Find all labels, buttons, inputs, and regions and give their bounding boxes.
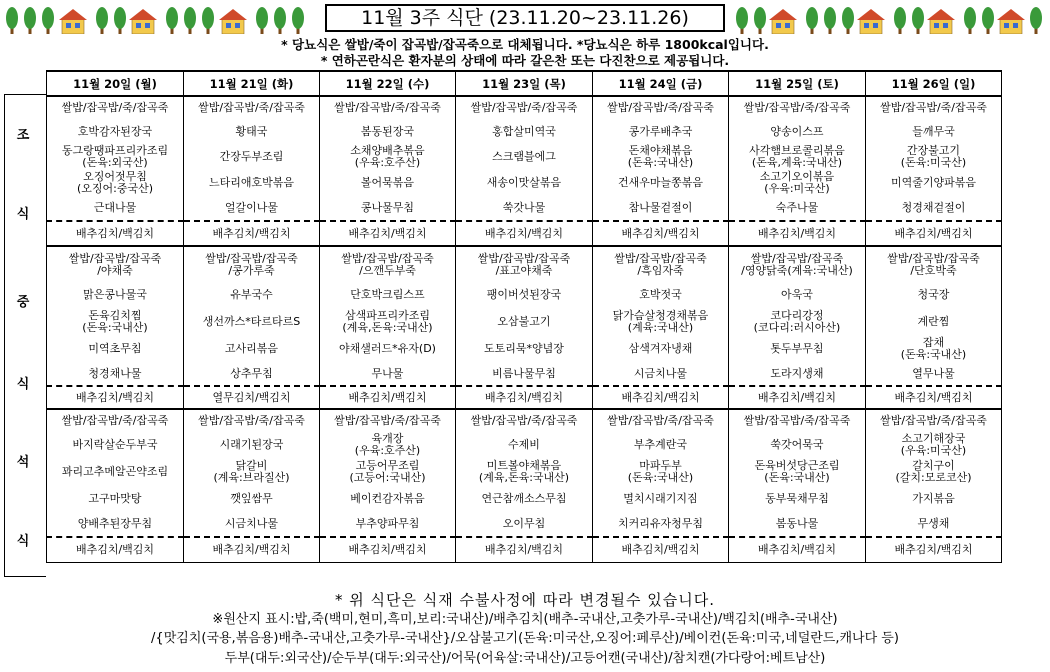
menu-item: 오삼불고기: [456, 308, 593, 336]
menu-item: 배추김치/백김치: [866, 221, 1002, 246]
menu-item: 봄동된장국: [320, 119, 456, 144]
day-header-row: [47, 71, 1002, 96]
menu-item: 볼어묵볶음: [320, 170, 456, 196]
menu-item: 배추김치/백김치: [866, 537, 1002, 562]
menu-item: 쌀밥/잡곡밥/죽/잡곡죽: [184, 409, 320, 432]
house-icon: [769, 9, 797, 34]
menu-item: 고사리볶음: [184, 336, 320, 362]
tree-icon: [42, 7, 54, 34]
day-header: 11월 26일 (일): [866, 71, 1002, 96]
house-icon: [59, 9, 87, 34]
menu-item: 돈육버섯당근조림 (돈육:국내산): [729, 458, 866, 486]
menu-item: 청경채겉절이: [866, 196, 1002, 221]
tree-icon: [806, 7, 818, 34]
menu-item: 참나물겉절이: [593, 196, 729, 221]
menu-item: 느타리애호박볶음: [184, 170, 320, 196]
lunch-label-bottom: 식: [16, 377, 30, 392]
menu-item: 닭갈비 (계육:브라질산): [184, 458, 320, 486]
menu-item: 청경채나물: [47, 362, 184, 386]
lunch-row: [47, 308, 1002, 336]
menu-item: 사각햄브로콜리볶음 (돈육,계육:국내산): [729, 144, 866, 170]
menu-item: 배추김치/백김치: [47, 537, 184, 562]
menu-item: 유부국수: [184, 282, 320, 308]
menu-item: 동그랑땡파프리카조림 (돈육:외국산): [47, 144, 184, 170]
dinner-label-top: 석: [16, 455, 30, 470]
menu-item: 단호박크림스프: [320, 282, 456, 308]
tree-icon: [982, 7, 994, 34]
menu-item: 동부묵채무침: [729, 486, 866, 512]
tree-icon: [256, 7, 268, 34]
house-icon: [927, 9, 955, 34]
dinner-label-bottom: 식: [16, 534, 30, 549]
menu-item: 쌀밥/잡곡밥/죽/잡곡죽: [866, 96, 1002, 119]
day-header: 11월 25일 (토): [729, 71, 866, 96]
lunch-row: [47, 386, 1002, 409]
day-header: 11월 22일 (수): [320, 71, 456, 96]
menu-item: 열무김치/백김치: [184, 386, 320, 409]
lunch-row: [47, 336, 1002, 362]
menu-item: 배추김치/백김치: [320, 221, 456, 246]
tree-icon: [166, 7, 178, 34]
menu-item: 코다리강정 (코다리:러시아산): [729, 308, 866, 336]
menu-item: 배추김치/백김치: [456, 386, 593, 409]
menu-item: 배추김치/백김치: [456, 221, 593, 246]
menu-item: 새송이맛살볶음: [456, 170, 593, 196]
lunch-row: [47, 362, 1002, 386]
menu-item: 숙주나물: [729, 196, 866, 221]
tree-icon: [912, 7, 924, 34]
tree-icon: [1030, 7, 1042, 34]
menu-item: 시금치나물: [184, 512, 320, 537]
menu-item: 부추계란국: [593, 432, 729, 458]
menu-item: 배추김치/백김치: [729, 221, 866, 246]
menu-item: 도토리묵*양념장: [456, 336, 593, 362]
menu-item: 치커리유자청무침: [593, 512, 729, 537]
day-header: 11월 20일 (월): [47, 71, 184, 96]
menu-item: 배추김치/백김치: [320, 537, 456, 562]
menu-item: 삼색겨자냉채: [593, 336, 729, 362]
tree-icon: [736, 7, 748, 34]
menu-item: 톳두부무침: [729, 336, 866, 362]
notice-dysphagia: * 연하곤란식은 환자분의 상태에 따라 갈은찬 또는 다진찬으로 제공됩니다.: [320, 53, 730, 68]
menu-item: 배추김치/백김치: [320, 386, 456, 409]
menu-item: 베이컨감자볶음: [320, 486, 456, 512]
breakfast-row: [47, 96, 1002, 119]
menu-item: 소고기오이볶음 (우육:미국산): [729, 170, 866, 196]
dinner-row: [47, 537, 1002, 562]
menu-item: 배추김치/백김치: [729, 537, 866, 562]
menu-item: 연근참깨소스무침: [456, 486, 593, 512]
menu-item: 돈채야채볶음 (돈육:국내산): [593, 144, 729, 170]
menu-item: 쌀밥/잡곡밥/죽/잡곡죽: [593, 409, 729, 432]
tree-icon: [24, 7, 36, 34]
menu-item: 꽈리고추메알곤약조림: [47, 458, 184, 486]
menu-item: 계란찜: [866, 308, 1002, 336]
menu-item: 배추김치/백김치: [593, 386, 729, 409]
tree-icon: [96, 7, 108, 34]
menu-item: 도라지생채: [729, 362, 866, 386]
menu-item: 근대나물: [47, 196, 184, 221]
menu-item: 콩가루배추국: [593, 119, 729, 144]
menu-item: 쌀밥/잡곡밥/잡곡죽 /영양닭죽(계육:국내산): [729, 246, 866, 282]
tree-icon: [292, 7, 304, 34]
menu-item: 고등어무조림 (고등어:국내산): [320, 458, 456, 486]
menu-item: 쑥갓나물: [456, 196, 593, 221]
breakfast-row: [47, 144, 1002, 170]
menu-item: 가지볶음: [866, 486, 1002, 512]
menu-item: 쌀밥/잡곡밥/잡곡죽 /표고야채죽: [456, 246, 593, 282]
menu-item: 미역초무침: [47, 336, 184, 362]
menu-item: 깻잎쌈무: [184, 486, 320, 512]
day-header: 11월 21일 (화): [184, 71, 320, 96]
menu-item: 양배추된장무침: [47, 512, 184, 537]
menu-item: 호박젓국: [593, 282, 729, 308]
house-icon: [997, 9, 1025, 34]
tree-icon: [894, 7, 906, 34]
menu-item: 고구마맛탕: [47, 486, 184, 512]
dinner-row: [47, 432, 1002, 458]
tree-icon: [6, 7, 18, 34]
menu-item: 쌀밥/잡곡밥/죽/잡곡죽: [456, 409, 593, 432]
menu-item: 콩나물무침: [320, 196, 456, 221]
menu-item: 간장두부조림: [184, 144, 320, 170]
menu-item: 쌀밥/잡곡밥/죽/잡곡죽: [320, 96, 456, 119]
menu-item: 부추양파무침: [320, 512, 456, 537]
menu-item: 쌀밥/잡곡밥/잡곡죽 /콩가루죽: [184, 246, 320, 282]
menu-item: 쌀밥/잡곡밥/죽/잡곡죽: [47, 96, 184, 119]
menu-item: 소채양배추볶음 (우육:호주산): [320, 144, 456, 170]
breakfast-row: [47, 221, 1002, 246]
menu-item: 황태국: [184, 119, 320, 144]
menu-item: 잡채 (돈육:국내산): [866, 336, 1002, 362]
menu-item: 오징어젓무침 (오징어:중국산): [47, 170, 184, 196]
lunch-row: [47, 246, 1002, 282]
menu-item: 야채샐러드*유자(D): [320, 336, 456, 362]
breakfast-row: [47, 170, 1002, 196]
notice-diabetic: * 당뇨식은 쌀밥/죽이 잡곡밥/잡곡죽으로 대체됩니다. *당뇨식은 하루 1800kcal입니다.: [281, 37, 769, 52]
menu-item: 미역줄기양파볶음: [866, 170, 1002, 196]
menu-item: 쌀밥/잡곡밥/죽/잡곡죽: [47, 409, 184, 432]
dinner-row: [47, 512, 1002, 537]
menu-item: 소고기해장국 (우육:미국산): [866, 432, 1002, 458]
menu-item: 시금치나물: [593, 362, 729, 386]
menu-item: 생선까스*타르타르S: [184, 308, 320, 336]
tree-icon: [274, 7, 286, 34]
menu-item: 배추김치/백김치: [47, 386, 184, 409]
menu-item: 배추김치/백김치: [593, 537, 729, 562]
menu-item: 배추김치/백김치: [47, 221, 184, 246]
menu-item: 맑은콩나물국: [47, 282, 184, 308]
menu-item: 쌀밥/잡곡밥/죽/잡곡죽: [866, 409, 1002, 432]
menu-item: 시래기된장국: [184, 432, 320, 458]
tree-icon: [754, 7, 766, 34]
menu-item: 얼갈이나물: [184, 196, 320, 221]
village-decoration-left: [4, 4, 312, 34]
menu-item: 아욱국: [729, 282, 866, 308]
menu-item: 배추김치/백김치: [729, 386, 866, 409]
menu-item: 상추무침: [184, 362, 320, 386]
origin-line: ※원산지 표시:밥,죽(백미,현미,흑미,보리:국내산)/배추김치(배추-국내산,고춧가루-국내산)/백김치(배추-국내산): [212, 612, 838, 627]
meal-label-column: [4, 94, 46, 577]
menu-item: 들깨무국: [866, 119, 1002, 144]
house-icon: [857, 9, 885, 34]
dinner-row: [47, 409, 1002, 432]
origin-line: /{맛김치(국용,볶음용)배추-국내산,고춧가루-국내산}/오삼불고기(돈육:미국산,오징어:페루산)/베이컨(돈육:미국,네덜란드,캐나다 등): [151, 631, 899, 646]
menu-item: 멸치시래기지짐: [593, 486, 729, 512]
tree-icon: [114, 7, 126, 34]
menu-item: 쌀밥/잡곡밥/잡곡죽 /단호박죽: [866, 246, 1002, 282]
menu-item: 양송이스프: [729, 119, 866, 144]
tree-icon: [842, 7, 854, 34]
menu-item: 배추김치/백김치: [456, 537, 593, 562]
lunch-label-top: 중: [16, 295, 30, 310]
tree-icon: [824, 7, 836, 34]
breakfast-row: [47, 119, 1002, 144]
menu-item: 돈육김치찜 (돈육:국내산): [47, 308, 184, 336]
menu-item: 무나물: [320, 362, 456, 386]
menu-item: 배추김치/백김치: [866, 386, 1002, 409]
day-header: 11월 23일 (목): [456, 71, 593, 96]
origin-line: 두부(대두:외국산)/순두부(대두:외국산)/어묵(어육살:국내산)/고등어캔(국내산)/참치캔(가다랑어:베트남산): [224, 651, 826, 666]
menu-item: 비름나물무침: [456, 362, 593, 386]
lunch-row: [47, 282, 1002, 308]
menu-item: 간장불고기 (돈육:미국산): [866, 144, 1002, 170]
menu-item: 바지락살순두부국: [47, 432, 184, 458]
menu-item: 홍합살미역국: [456, 119, 593, 144]
menu-item: 마파두부 (돈육:국내산): [593, 458, 729, 486]
menu-item: 스크램블에그: [456, 144, 593, 170]
tree-icon: [202, 7, 214, 34]
menu-item: 쌀밥/잡곡밥/잡곡죽 /으깬두부죽: [320, 246, 456, 282]
menu-item: 쑥갓어묵국: [729, 432, 866, 458]
menu-item: 쌀밥/잡곡밥/죽/잡곡죽: [729, 409, 866, 432]
menu-item: 건새우마늘쫑볶음: [593, 170, 729, 196]
menu-item: 쌀밥/잡곡밥/죽/잡곡죽: [320, 409, 456, 432]
weekly-menu-table: [46, 70, 1002, 563]
menu-item: 쌀밥/잡곡밥/잡곡죽 /흑임자죽: [593, 246, 729, 282]
menu-item: 쌀밥/잡곡밥/죽/잡곡죽: [593, 96, 729, 119]
menu-item: 갈치구이 (갈치:모로코산): [866, 458, 1002, 486]
menu-item: 미트볼야채볶음 (계육,돈육:국내산): [456, 458, 593, 486]
menu-item: 수제비: [456, 432, 593, 458]
house-icon: [129, 9, 157, 34]
menu-item: 청국장: [866, 282, 1002, 308]
menu-item: 닭가슴살청경채볶음 (계육:국내산): [593, 308, 729, 336]
menu-item: 육개장 (우육:호주산): [320, 432, 456, 458]
breakfast-label-top: 조: [16, 128, 30, 143]
dinner-row: [47, 486, 1002, 512]
dinner-row: [47, 458, 1002, 486]
menu-item: 쌀밥/잡곡밥/잡곡죽 /야채죽: [47, 246, 184, 282]
menu-item: 삼색파프리카조림 (계육,돈육:국내산): [320, 308, 456, 336]
menu-item: 배추김치/백김치: [184, 221, 320, 246]
village-decoration-right: [734, 4, 1046, 34]
menu-item: 오이무침: [456, 512, 593, 537]
menu-item: 무생채: [866, 512, 1002, 537]
menu-item: 열무나물: [866, 362, 1002, 386]
day-header: 11월 24일 (금): [593, 71, 729, 96]
page-title: 11월 3주 식단 (23.11.20~23.11.26): [325, 4, 725, 32]
breakfast-row: [47, 196, 1002, 221]
menu-item: 호박감자된장국: [47, 119, 184, 144]
menu-item: 팽이버섯된장국: [456, 282, 593, 308]
tree-icon: [184, 7, 196, 34]
menu-item: 쌀밥/잡곡밥/죽/잡곡죽: [456, 96, 593, 119]
tree-icon: [964, 7, 976, 34]
menu-item: 배추김치/백김치: [184, 537, 320, 562]
menu-item: 봄동나물: [729, 512, 866, 537]
breakfast-label-bottom: 식: [16, 207, 30, 222]
house-icon: [219, 9, 247, 34]
change-notice: * 위 식단은 식재 수불사정에 따라 변경될수 있습니다.: [335, 591, 715, 609]
menu-item: 쌀밥/잡곡밥/죽/잡곡죽: [184, 96, 320, 119]
menu-item: 쌀밥/잡곡밥/죽/잡곡죽: [729, 96, 866, 119]
menu-item: 배추김치/백김치: [593, 221, 729, 246]
